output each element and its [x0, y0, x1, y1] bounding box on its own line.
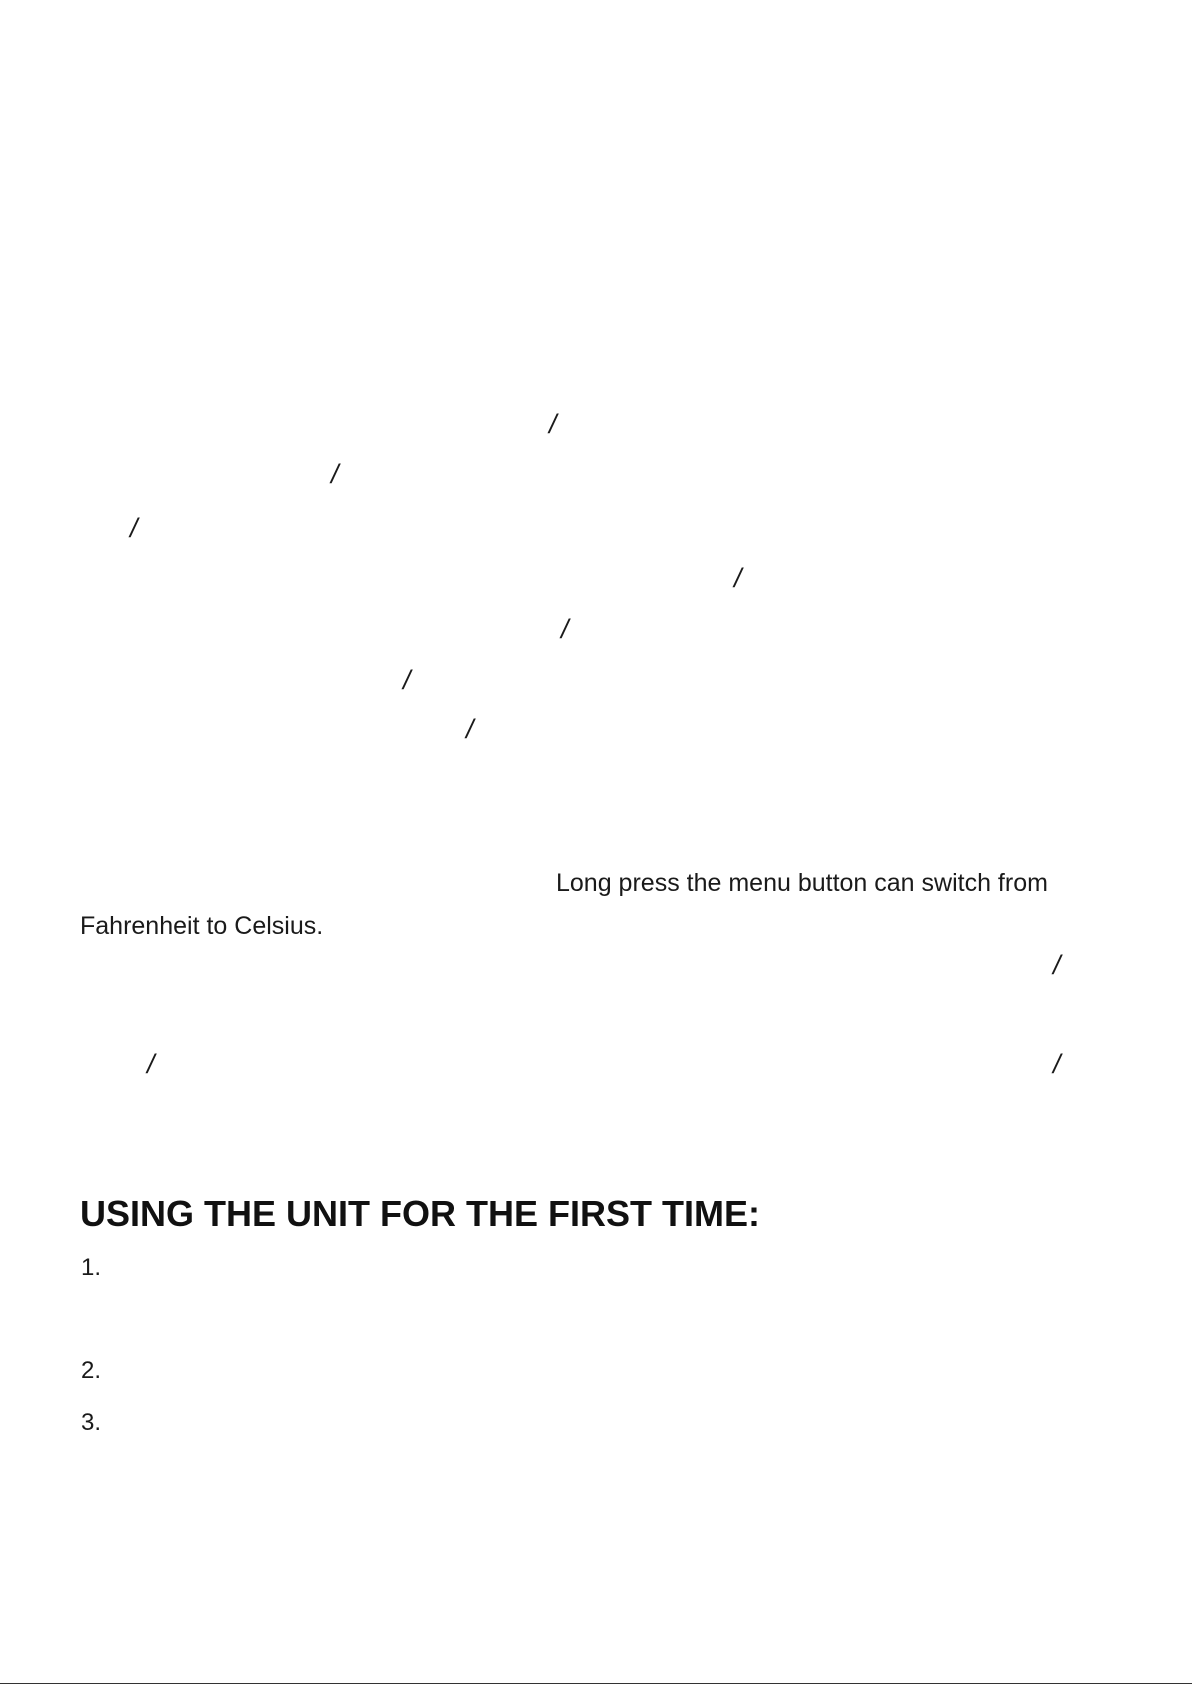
- section-heading: USING THE UNIT FOR THE FIRST TIME:: [80, 1193, 760, 1234]
- paragraph-line-1: Long press the menu button can switch from: [556, 869, 1048, 897]
- list-item-number: 2.: [81, 1357, 102, 1384]
- slash-mark: /: [466, 714, 474, 744]
- slash-mark: /: [147, 1049, 155, 1079]
- list-item-number: 1.: [81, 1254, 102, 1281]
- footer-divider: [0, 1683, 1192, 1684]
- slash-mark: /: [1053, 950, 1061, 980]
- slash-mark: /: [1053, 1049, 1061, 1079]
- slash-mark: /: [403, 665, 411, 695]
- slash-mark: /: [331, 459, 339, 489]
- slash-mark: /: [549, 409, 557, 439]
- slash-mark: /: [561, 614, 569, 644]
- paragraph-line-2: Fahrenheit to Celsius.: [80, 912, 324, 940]
- list-item-number: 3.: [81, 1409, 102, 1436]
- slash-mark: /: [734, 563, 742, 593]
- slash-mark: /: [130, 513, 138, 543]
